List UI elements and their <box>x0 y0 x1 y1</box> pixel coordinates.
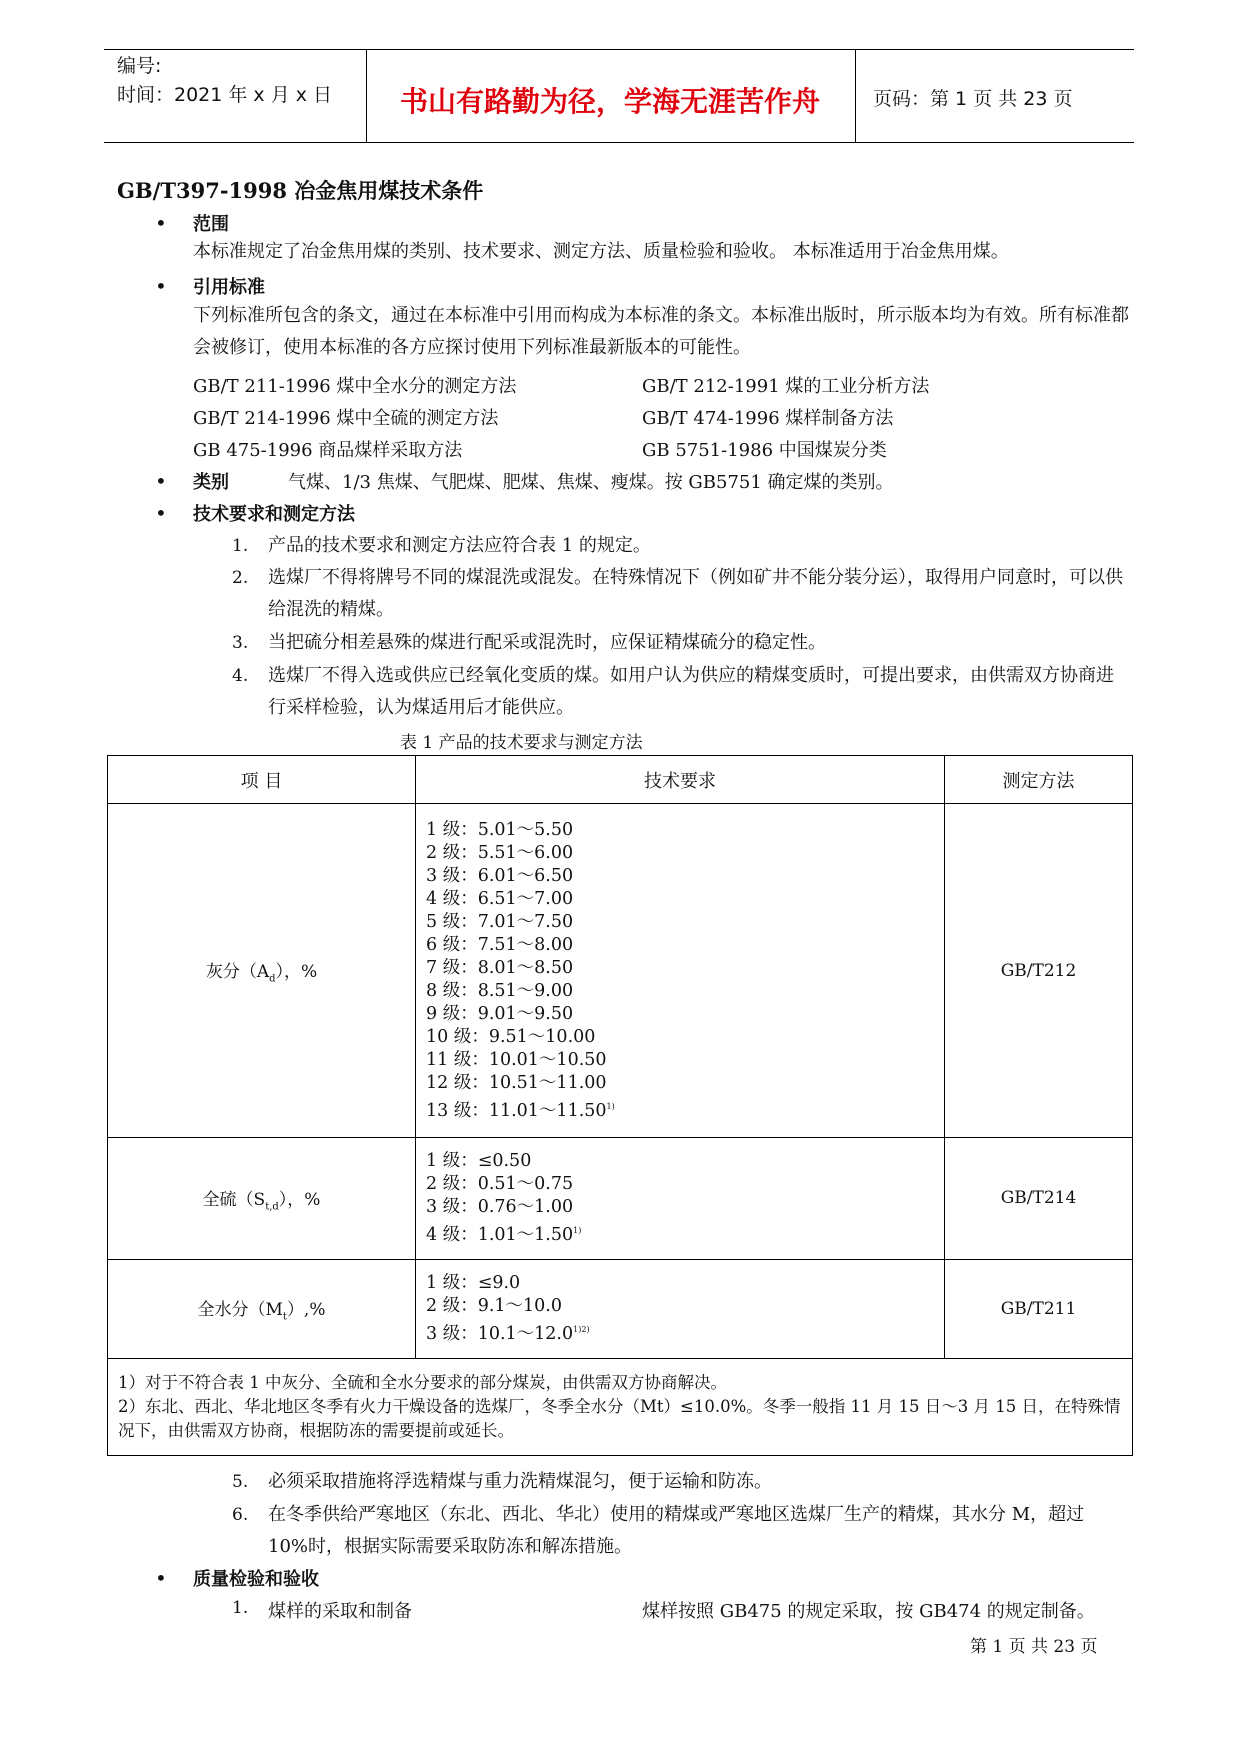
row-name-ash <box>108 804 416 1138</box>
table-notes-row <box>108 1358 1133 1455</box>
bullet-icon: • <box>155 1566 167 1590</box>
section-heading-category: 类别 <box>193 472 229 493</box>
table-caption: 表 1 产品的技术要求与测定方法 <box>400 733 643 753</box>
requirement-line: 7 级：8.01～8.50 <box>426 957 574 978</box>
section-heading-scope: 范围 <box>193 214 229 235</box>
requirement-line: 10 级：9.51～10.00 <box>426 1026 596 1047</box>
header-page-label: 页码：第 1 页 共 23 页 <box>873 88 1073 110</box>
list-number: 3. <box>232 633 249 653</box>
list-number: 4. <box>232 666 249 686</box>
requirement-line: 5 级：7.01～7.50 <box>426 911 574 932</box>
spec-table <box>107 755 1133 1456</box>
row-method-ash: GB/T212 <box>945 804 1133 1138</box>
list-number: 1. <box>232 1598 249 1618</box>
table-note: 1）对于不符合表 1 中灰分、全硫和全水分要求的部分煤炭，由供需双方协商解决。 <box>118 1372 727 1392</box>
list-item: 选煤厂不得将牌号不同的煤混洗或混发。在特殊情况下（例如矿井不能分装分运），取得用户同意时，可以供给混洗的精煤。 <box>268 567 1123 620</box>
bullet-icon: • <box>155 211 167 235</box>
header-motto: 书山有路勤为径，学海无涯苦作舟 <box>399 85 820 118</box>
list-item: 产品的技术要求和测定方法应符合表 1 的规定。 <box>268 535 651 556</box>
requirement-text: 3 级：10.1～12.0 <box>426 1323 574 1344</box>
category-text: 气煤、1/3 焦煤、气肥煤、肥煤、焦煤、瘦煤。按 GB5751 确定煤的类别。 <box>288 472 894 493</box>
bullet-icon: • <box>155 501 167 525</box>
scope-text: 本标准规定了冶金焦用煤的类别、技术要求、测定方法、质量检验和验收。 本标准适用于冶金焦用煤。 <box>193 241 1009 262</box>
row-req-ash <box>416 804 945 1138</box>
reference-item: GB/T 212-1991 煤的工业分析方法 <box>642 376 930 397</box>
requirement-line: 1 级：≤9.0 <box>426 1272 521 1293</box>
document-title: GB/T397-1998 冶金焦用煤技术条件 <box>117 178 484 203</box>
header-meta <box>117 52 332 110</box>
row-name-text: 全水分（M <box>197 1300 283 1321</box>
footnote-marker: 1)2) <box>573 1324 590 1334</box>
header-top-rule <box>104 49 1134 50</box>
requirement-line <box>426 1318 934 1346</box>
table-note: 2）东北、西北、华北地区冬季有火力干燥设备的选煤厂，冬季全水分（Mt）≤10.0%。冬季一般指 11 月 15 日～3 月 15 日，在特殊情况下，由供需双方协商，根据防冻的需要提前或延长。 <box>118 1396 1121 1440</box>
table-header-row <box>108 756 1133 804</box>
row-name-text: 全硫（S <box>202 1189 266 1210</box>
requirement-text: 4 级：1.01～1.50 <box>426 1224 574 1245</box>
reference-item: GB 475-1996 商品煤样采取方法 <box>193 440 463 461</box>
table-row <box>108 1259 1133 1358</box>
table-row <box>108 1138 1133 1260</box>
quality-item-text: 煤样按照 GB475 的规定采取，按 GB474 的规定制备。 <box>642 1601 1095 1622</box>
requirement-line: 6 级：7.51～8.00 <box>426 934 574 955</box>
page-footer: 第 1 页 共 23 页 <box>970 1637 1098 1657</box>
list-item: 在冬季供给严寒地区（东北、西北、华北）使用的精煤或严寒地区选煤厂生产的精煤，其水分 M，超过 10%时，根据实际需要采取防冻和解冻措施。 <box>268 1504 1085 1557</box>
reference-item: GB 5751-1986 中国煤炭分类 <box>642 440 887 461</box>
footnote-marker: 1) <box>573 1226 582 1235</box>
footnote-marker: 1) <box>606 1101 615 1111</box>
requirement-line: 3 级：0.76～1.00 <box>426 1197 574 1217</box>
list-item: 当把硫分相差悬殊的煤进行配采或混洗时，应保证精煤硫分的稳定性。 <box>268 632 826 653</box>
requirement-line: 11 级：10.01～10.50 <box>426 1049 607 1070</box>
section-heading-references: 引用标准 <box>193 277 265 298</box>
row-name-suffix: ）,% <box>286 1300 326 1321</box>
reference-item: GB/T 474-1996 煤样制备方法 <box>642 408 894 429</box>
requirement-line: 8 级：8.51～9.00 <box>426 980 574 1001</box>
time-label: 时间：2021 年 x 月 x 日 <box>117 84 333 106</box>
section-heading-quality: 质量检验和验收 <box>193 1569 319 1590</box>
row-name-subscript: d <box>269 973 276 985</box>
list-number: 6. <box>232 1505 249 1525</box>
row-req-sulfur <box>416 1138 945 1260</box>
requirement-text: 13 级：11.01～11.50 <box>426 1100 607 1121</box>
bullet-icon: • <box>155 469 167 493</box>
serial-label: 编号: <box>117 55 162 77</box>
section-heading-tech: 技术要求和测定方法 <box>193 504 355 525</box>
row-name-suffix: ），% <box>275 961 318 982</box>
row-name-sulfur <box>108 1138 416 1260</box>
reference-item: GB/T 214-1996 煤中全硫的测定方法 <box>193 408 499 429</box>
header-divider-right <box>855 49 856 143</box>
requirement-line: 4 级：6.51～7.00 <box>426 888 574 909</box>
row-name-subscript: t <box>282 1311 287 1323</box>
list-number: 1. <box>232 536 249 556</box>
requirement-line <box>426 1095 934 1123</box>
table-notes <box>108 1358 1133 1455</box>
reference-item: GB/T 211-1996 煤中全水分的测定方法 <box>193 376 517 397</box>
header-divider-left <box>366 49 367 143</box>
row-name-suffix: ），% <box>278 1189 321 1210</box>
quality-item-label: 煤样的采取和制备 <box>268 1601 412 1622</box>
requirement-line <box>426 1219 934 1247</box>
header-bottom-rule <box>104 142 1134 143</box>
references-text: 下列标准所包含的条文，通过在本标准中引用而构成为本标准的条文。本标准出版时，所示版本均为有效。所有标准都会被修订，使用本标准的各方应探讨使用下列标准最新版本的可能性。 <box>193 305 1129 358</box>
list-number: 5. <box>232 1472 249 1492</box>
row-req-moisture <box>416 1259 945 1358</box>
row-name-moisture <box>108 1259 416 1358</box>
requirement-line: 2 级：5.51～6.00 <box>426 842 574 863</box>
requirement-line: 12 级：10.51～11.00 <box>426 1072 607 1093</box>
row-method-moisture: GB/T211 <box>945 1259 1133 1358</box>
requirement-line: 1 级：5.01～5.50 <box>426 819 574 840</box>
requirement-line: 9 级：9.01～9.50 <box>426 1003 574 1024</box>
row-name-text: 灰分（A <box>205 961 270 982</box>
table-row <box>108 804 1133 1138</box>
list-number: 2. <box>232 568 249 588</box>
bullet-icon: • <box>155 274 167 298</box>
requirement-line: 2 级：0.51～0.75 <box>426 1174 574 1194</box>
table-header-requirement: 技术要求 <box>416 756 945 804</box>
row-method-sulfur: GB/T214 <box>945 1138 1133 1260</box>
row-name-subscript: t,d <box>265 1201 279 1213</box>
requirement-line: 3 级：6.01～6.50 <box>426 865 574 886</box>
requirement-line: 2 级：9.1～10.0 <box>426 1295 562 1316</box>
table-header-method: 测定方法 <box>945 756 1133 804</box>
list-item: 必须采取措施将浮选精煤与重力洗精煤混匀，便于运输和防冻。 <box>268 1471 772 1492</box>
requirement-line: 1 级：≤0.50 <box>426 1151 532 1171</box>
list-item: 选煤厂不得入选或供应已经氧化变质的煤。如用户认为供应的精煤变质时，可提出要求，由供需双方协商进行采样检验，认为煤适用后才能供应。 <box>268 665 1114 718</box>
table-header-item: 项 目 <box>108 756 416 804</box>
